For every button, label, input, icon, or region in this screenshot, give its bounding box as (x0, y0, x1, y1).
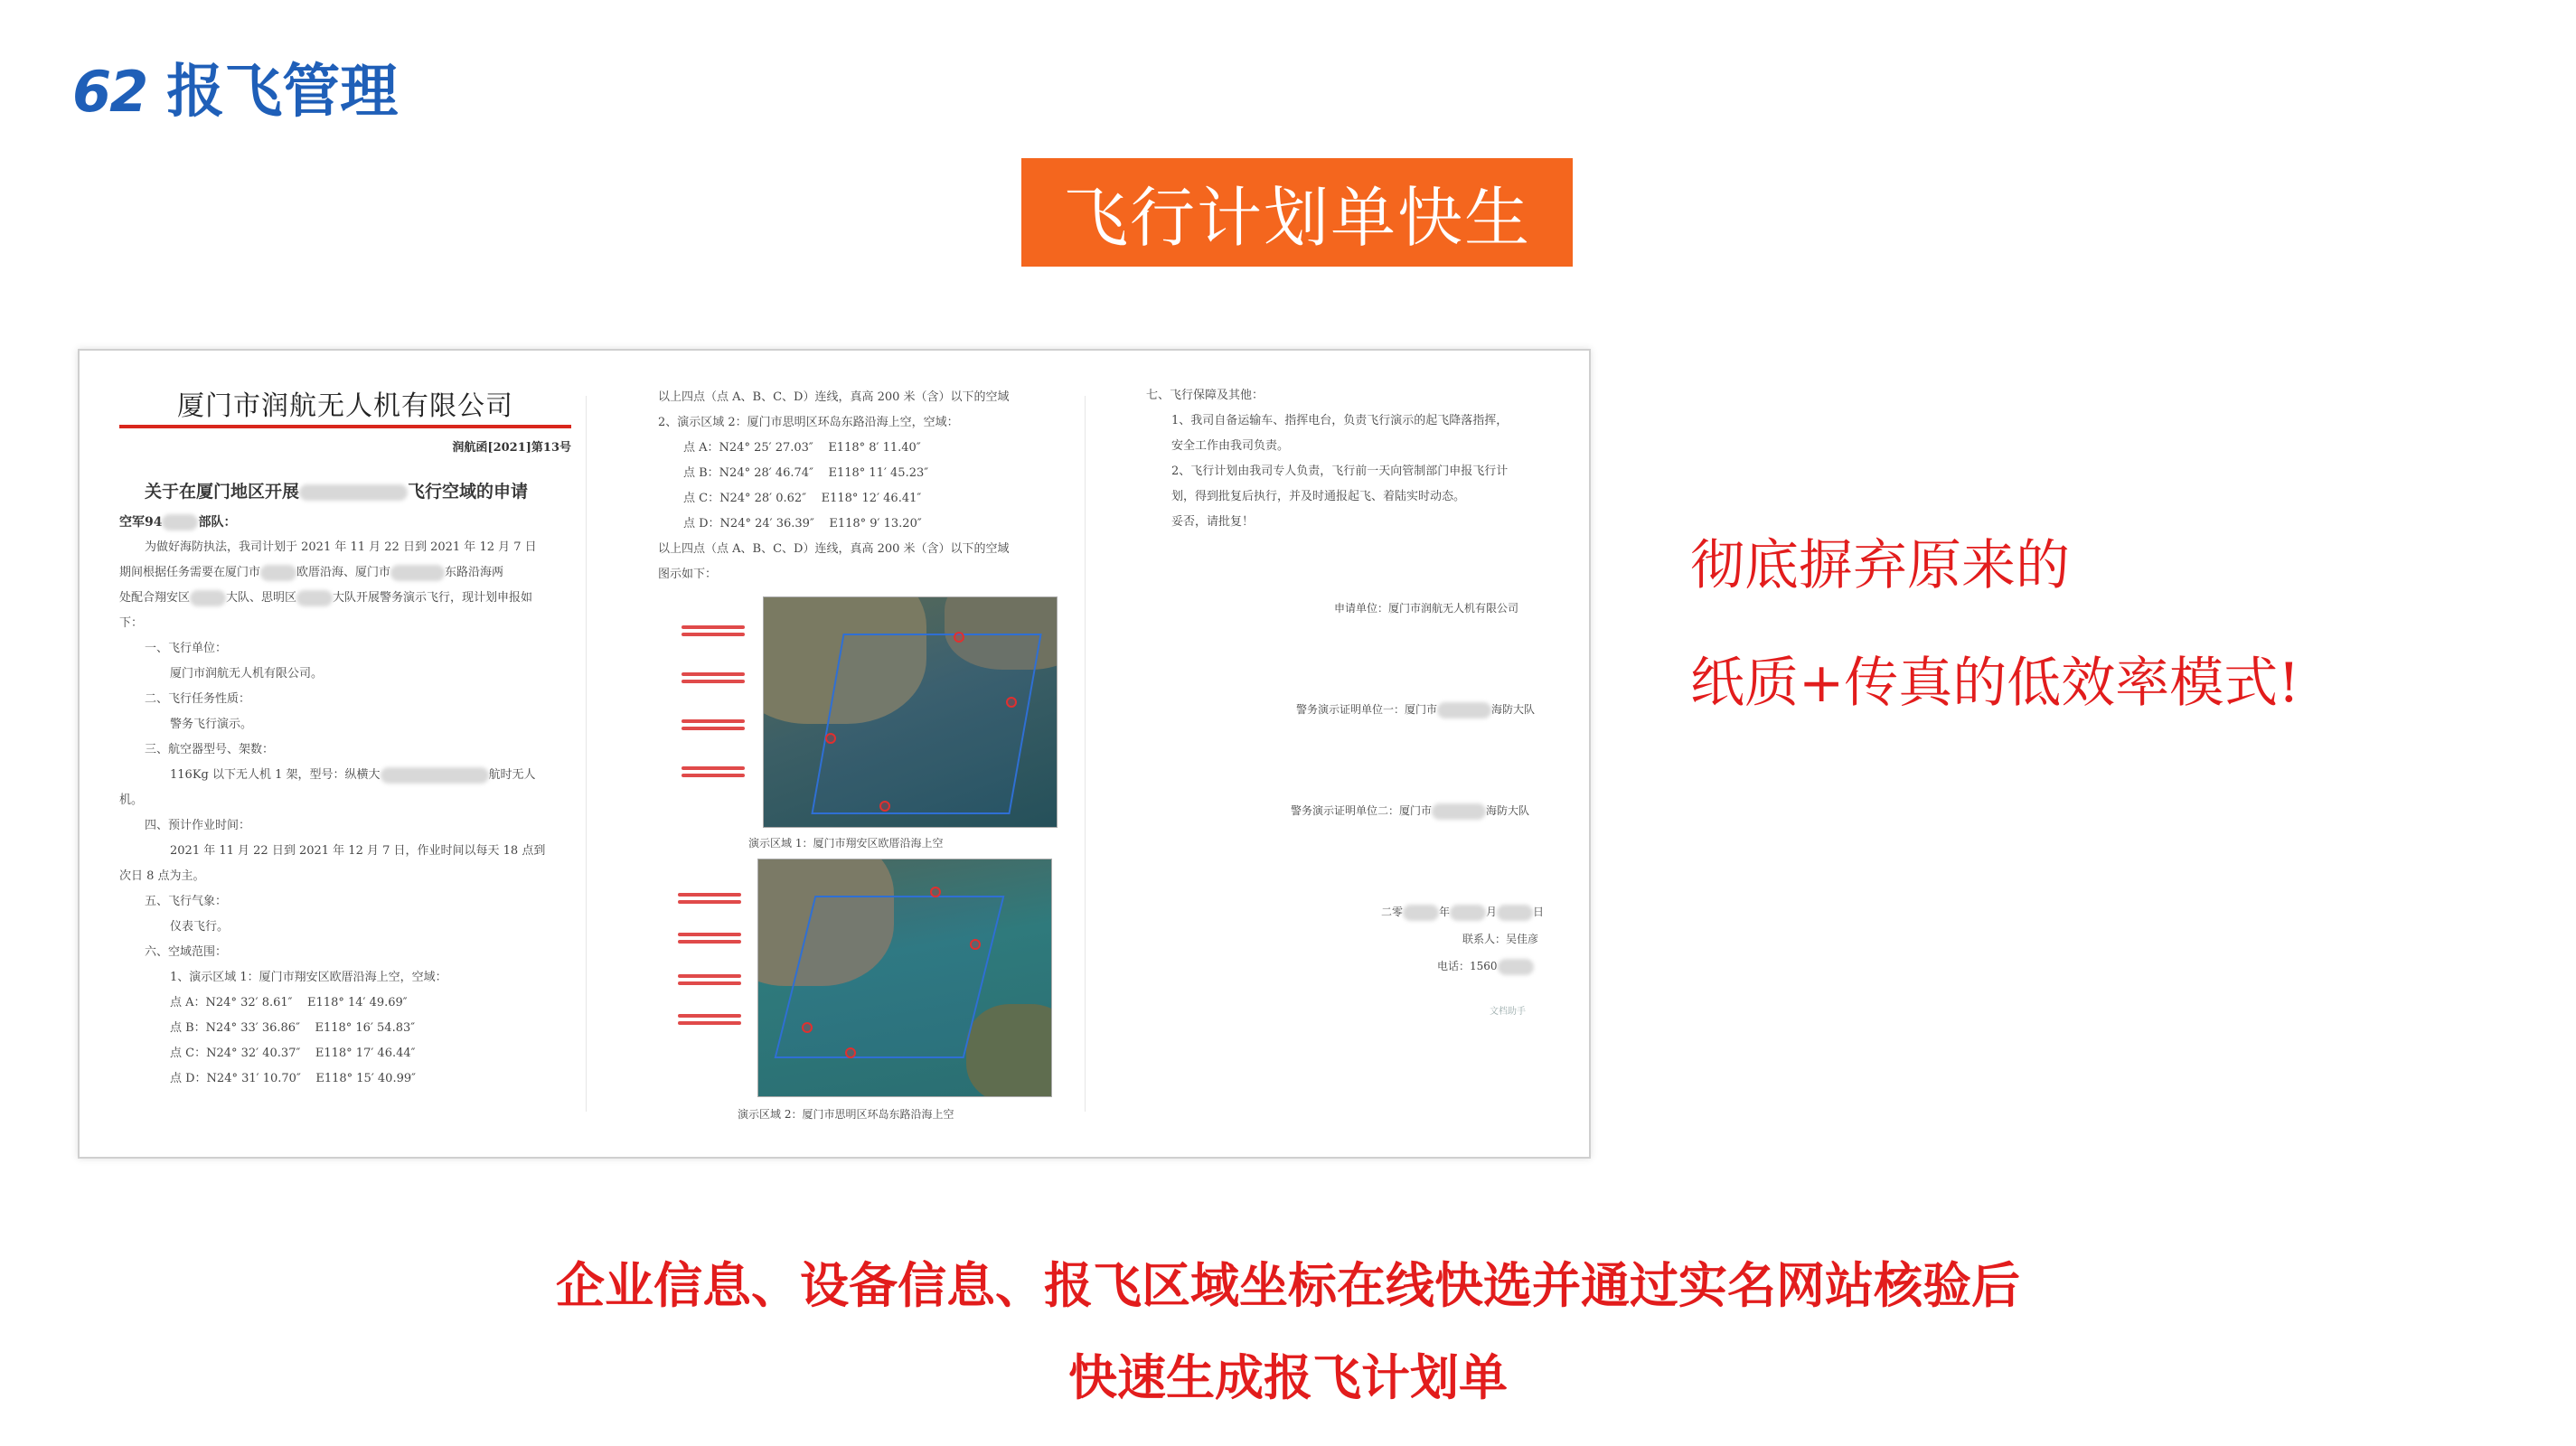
body-line (119, 586, 571, 611)
item-head: 三、航空器型号、架数： (145, 743, 275, 756)
footer-mark: 文档助手 (1490, 1007, 1526, 1017)
subject-part-b: 飞行空域的申请 (408, 482, 529, 502)
legend-mark (682, 669, 745, 685)
item-body: 警务飞行演示。 (170, 718, 253, 731)
coord-lon: E118° 12′ 46.41″ (821, 492, 922, 505)
doc-column-3 (1146, 383, 1508, 535)
body-fragment: 处配合翔安区 (119, 591, 191, 605)
point-marker (930, 887, 941, 897)
item-body: 2021 年 11 月 22 日到 2021 年 12 月 7 日，作业时间以每天 18 点到 (170, 844, 546, 858)
body-line: 图示如下： (658, 568, 718, 581)
map-area-2 (757, 859, 1052, 1097)
coord-lat: 点 C：N24° 28′ 0.62″ (683, 492, 807, 505)
redaction (1450, 905, 1486, 921)
coord-lat: 点 A：N24° 25′ 27.03″ (683, 441, 813, 455)
date-line (1381, 904, 1544, 921)
coord-row (119, 991, 571, 1016)
bottom-line-1: 企业信息、设备信息、报飞区域坐标在线快选并通过实名网站核验后 (556, 1256, 2020, 1314)
map-2-caption: 演示区域 2：厦门市思明区环岛东路沿海上空 (738, 1108, 954, 1121)
legend-mark (678, 889, 741, 906)
date-part: 年 (1439, 906, 1451, 918)
callout-line-2: 纸质+传真的低效率模式! (1690, 652, 2300, 715)
doc-column-2 (658, 385, 1010, 587)
certifier-1-text: 警务演示证明单位一：厦门市 (1296, 703, 1438, 716)
point-marker (825, 733, 836, 744)
slide-banner (1021, 158, 1573, 267)
coord-lon: E118° 14′ 49.69″ (307, 996, 408, 1009)
body-line: 2、演示区域 2：厦门市思明区环岛东路沿海上空，空域： (658, 416, 959, 429)
legend-mark (682, 622, 745, 638)
point-marker (954, 632, 964, 643)
certifier-2-line (1291, 803, 1529, 820)
coord-row (658, 512, 1010, 537)
redaction (190, 590, 226, 606)
certifier-2-suffix: 海防大队 (1486, 804, 1530, 817)
coord-row (658, 436, 1010, 461)
coord-lat: 点 D：N24° 31′ 10.70″ (170, 1072, 301, 1085)
coord-lon: E118° 9′ 13.20″ (829, 517, 922, 531)
item-body: 厦门市润航无人机有限公司。 (170, 667, 324, 681)
coord-lat: 点 B：N24° 33′ 36.86″ (170, 1021, 300, 1035)
redaction (1403, 905, 1439, 921)
body-fragment: 期间根据任务需要在厦门市 (119, 566, 261, 579)
body-line: 划，得到批复后执行，并及时通报起飞、着陆实时动态。 (1171, 490, 1466, 503)
body-line: 1、我司自备运输车、指挥电台，负责飞行演示的起飞降落指挥， (1171, 414, 1509, 427)
coord-row (119, 1016, 571, 1041)
coord-lon: E118° 16′ 54.83″ (315, 1021, 416, 1035)
redaction (260, 565, 296, 581)
item-head: 五、飞行气象： (145, 895, 228, 908)
point-marker (879, 801, 890, 812)
body-line: 妥否，请批复！ (1171, 515, 1255, 529)
phone-text: 电话：1560 (1437, 960, 1498, 972)
coord-lat: 点 A：N24° 32′ 8.61″ (170, 996, 293, 1009)
section-title: 报飞管理 (166, 59, 399, 126)
callout-line-1: 彻底摒弃原来的 (1690, 534, 2070, 597)
legend-mark (682, 763, 745, 779)
item-head: 一、飞行单位： (145, 642, 228, 655)
body-line: 以上四点（点 A、B、C、D）连线，真高 200 米（含）以下的空域 (658, 542, 1010, 556)
coord-lon: E118° 8′ 11.40″ (828, 441, 921, 455)
phone-line (1437, 958, 1534, 975)
redaction (1437, 702, 1491, 718)
body-line (119, 560, 571, 586)
body-line: 七、飞行保障及其他： (1146, 389, 1264, 402)
body-fragment: 东路沿海两 (445, 566, 504, 579)
coord-row (119, 1041, 571, 1066)
coord-lon: E118° 15′ 40.99″ (315, 1072, 416, 1085)
addressee (119, 510, 571, 535)
legend-mark (678, 929, 741, 945)
legend-mark (678, 1010, 741, 1027)
body-line: 为做好海防执法，我司计划于 2021 年 11 月 22 日到 2021 年 12 月 7 日 (145, 540, 537, 554)
section-number: 62 (72, 59, 147, 125)
redaction (1432, 803, 1486, 820)
doc-column-1 (119, 390, 571, 1092)
body-line: 下： (119, 616, 144, 630)
certifier-2-text: 警务演示证明单位二：厦门市 (1291, 804, 1433, 817)
redaction (299, 484, 408, 501)
coord-lat: 点 B：N24° 28′ 46.74″ (683, 466, 813, 480)
body-line: 2、飞行计划由我司专人负责，飞行前一天向管制部门申报飞行计 (1171, 465, 1509, 478)
column-divider (1085, 396, 1086, 1112)
item-body: 机。 (119, 793, 144, 807)
item-body: 次日 8 点为主。 (119, 869, 205, 883)
item-head: 二、飞行任务性质： (145, 692, 251, 706)
map-area-1 (763, 596, 1058, 828)
item-body: 仪表飞行。 (170, 920, 230, 934)
body-line: 安全工作由我司负责。 (1171, 439, 1290, 453)
coord-lon: E118° 17′ 46.44″ (315, 1047, 416, 1060)
banner-text: 飞行计划单快生 (1062, 180, 1531, 256)
date-part: 二零 (1381, 906, 1404, 918)
point-marker (970, 939, 981, 950)
document-subject (145, 479, 571, 504)
addressee-part-b: 部队： (198, 515, 237, 530)
contact-line: 联系人：吴佳彦 (1462, 933, 1539, 945)
redaction (390, 565, 445, 581)
coord-lat: 点 D：N24° 24′ 36.39″ (683, 517, 814, 531)
company-name: 厦门市润航无人机有限公司 (177, 390, 513, 422)
item-body: 1、演示区域 1：厦门市翔安区欧厝沿海上空，空域： (170, 971, 447, 984)
date-part: 日 (1533, 906, 1545, 918)
item-body-text: 116Kg 以下无人机 1 架，型号：纵横大 (170, 768, 381, 782)
coord-row (658, 486, 1010, 512)
application-document (78, 349, 1591, 1159)
certifier-1-suffix: 海防大队 (1491, 703, 1536, 716)
document-number: 润航函[2021]第13号 (452, 441, 571, 455)
coord-row (658, 461, 1010, 486)
point-marker (1006, 697, 1017, 708)
red-rule (119, 425, 571, 428)
point-marker (802, 1022, 813, 1033)
redaction (1497, 905, 1533, 921)
coord-row (119, 1066, 571, 1092)
coord-lon: E118° 11′ 45.23″ (828, 466, 929, 480)
redaction (296, 590, 333, 606)
map-land (966, 1004, 1052, 1097)
redaction (1498, 959, 1534, 975)
date-part: 月 (1486, 906, 1498, 918)
point-marker (845, 1047, 856, 1058)
airspace-zone (775, 896, 1005, 1058)
body-fragment: 欧厝沿海、厦门市 (296, 566, 391, 579)
section-header (72, 45, 398, 128)
item-head: 四、预计作业时间： (145, 819, 251, 832)
column-divider (586, 396, 587, 1112)
subject-part-a: 关于在厦门地区开展 (145, 482, 300, 502)
body-fragment: 大队、思明区 (226, 591, 297, 605)
legend-mark (678, 971, 741, 987)
redaction (162, 514, 198, 531)
bottom-line-2: 快速生成报飞计划单 (1068, 1348, 1508, 1406)
body-line: 以上四点（点 A、B、C、D）连线，真高 200 米（含）以下的空域 (658, 390, 1010, 404)
airspace-zone (811, 634, 1041, 814)
map-1-caption: 演示区域 1：厦门市翔安区欧厝沿海上空 (748, 837, 944, 850)
item-head: 六、空域范围： (145, 945, 228, 959)
item-body: 116Kg 以下无人机 1 架，型号：纵横大 航时无人 (170, 768, 536, 782)
addressee-part-a: 空军94 (119, 515, 163, 530)
certifier-1-line (1296, 701, 1535, 718)
applicant-line: 申请单位：厦门市润航无人机有限公司 (1334, 602, 1519, 615)
redaction (381, 767, 489, 784)
coord-lat: 点 C：N24° 32′ 40.37″ (170, 1047, 301, 1060)
body-fragment: 大队开展警务演示飞行，现计划申报如 (333, 591, 533, 605)
legend-mark (682, 716, 745, 732)
